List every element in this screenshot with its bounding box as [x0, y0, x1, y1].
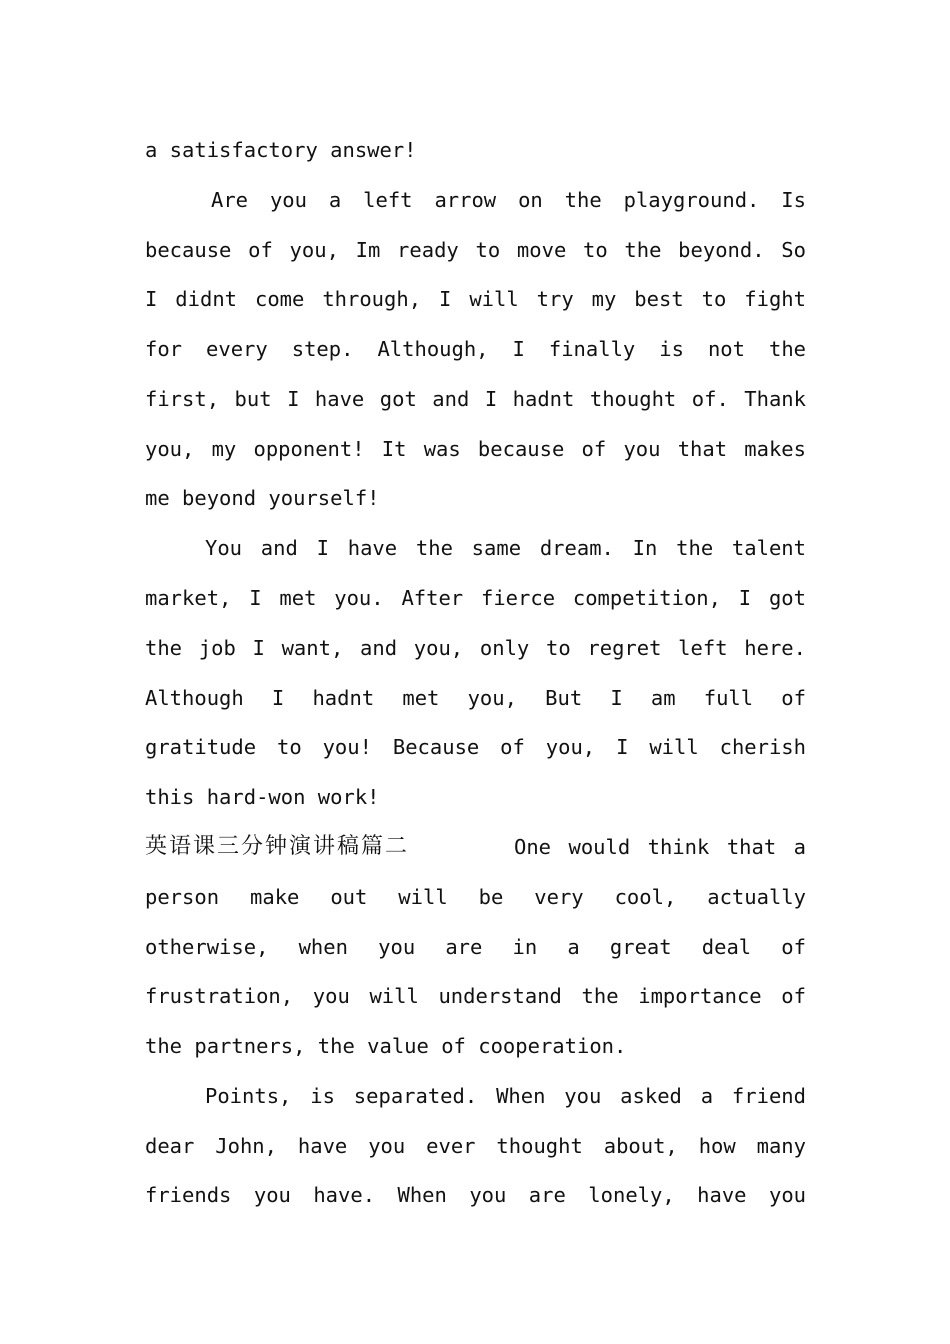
- text-line: One would think that a: [514, 835, 806, 859]
- text-line: this hard-won work!: [145, 785, 380, 809]
- text-line: gratitude to you! Because of you, I will cherish: [145, 735, 806, 759]
- text-line: me beyond yourself!: [145, 486, 380, 510]
- section-heading-line: [145, 832, 806, 862]
- text-line: person make out will be very cool, actually: [145, 885, 806, 909]
- text-line: you, my opponent! It was because of you that makes: [145, 437, 806, 461]
- text-line: for every step. Although, I finally is not the: [145, 337, 806, 361]
- text-line: the job I want, and you, only to regret left here.: [145, 636, 806, 660]
- text-line: a satisfactory answer!: [145, 138, 417, 162]
- text-line: first, but I have got and I hadnt thought of. Thank: [145, 387, 806, 411]
- text-line: market, I met you. After fierce competition, I got: [145, 586, 806, 610]
- text-line: friends you have. When you are lonely, have you: [145, 1183, 806, 1207]
- text-line: Are you a left arrow on the playground. Is: [211, 188, 806, 212]
- text-line: Although I hadnt met you, But I am full of: [145, 686, 806, 710]
- text-line: You and I have the same dream. In the talent: [205, 536, 806, 560]
- section-heading: 英语课三分钟演讲稿篇二: [145, 834, 410, 859]
- text-line: frustration, you will understand the importance of: [145, 984, 806, 1008]
- text-line: the partners, the value of cooperation.: [145, 1034, 627, 1058]
- text-line: Points, is separated. When you asked a friend: [205, 1084, 806, 1108]
- text-line: otherwise, when you are in a great deal of: [145, 935, 806, 959]
- text-line: dear John, have you ever thought about, how many: [145, 1134, 806, 1158]
- text-line: because of you, Im ready to move to the beyond. So: [145, 238, 806, 262]
- text-line: I didnt come through, I will try my best to fight: [145, 287, 806, 311]
